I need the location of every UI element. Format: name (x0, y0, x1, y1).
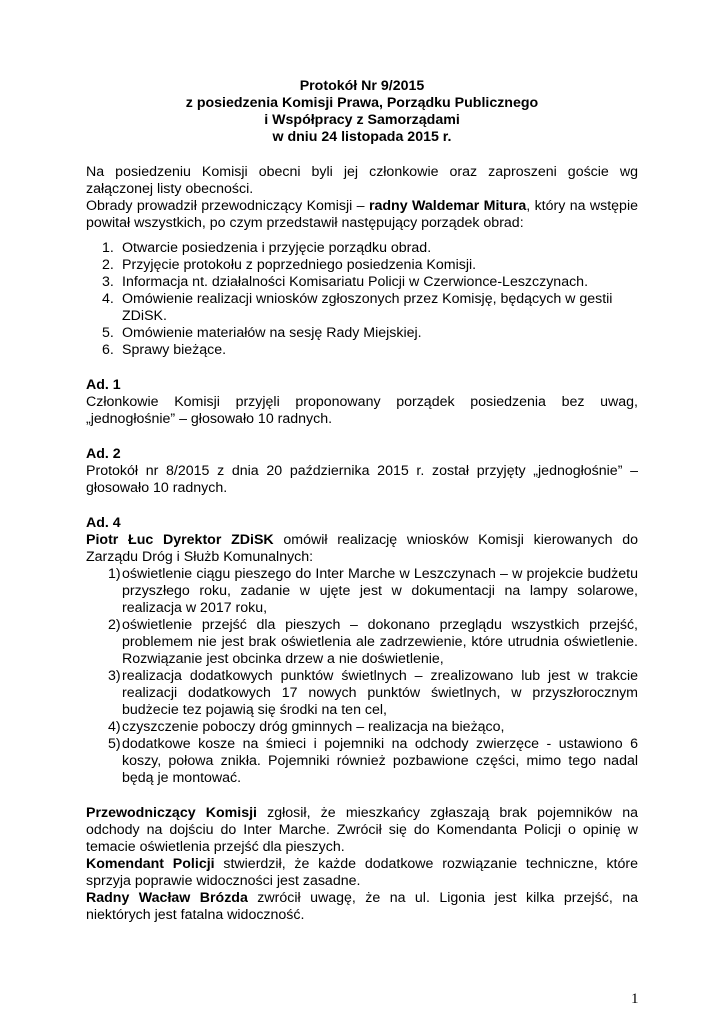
title-line-4: w dniu 24 listopada 2015 r. (272, 129, 452, 145)
ad4-heading: Ad. 4 (86, 515, 121, 531)
page-number: 1 (631, 991, 639, 1007)
ad4-item-text: dodatkowe kosze na śmieci i pojemniki na odchody zwierzęce - ustawiono 6 koszy, połowa znikła. Pojemniki również pozbawione części, mimo tego nadal będą je montować. (122, 736, 638, 786)
ad1-heading: Ad. 1 (86, 377, 121, 393)
agenda-item (86, 257, 638, 274)
agenda-number: 6. (102, 342, 114, 358)
ad4-intro-text: omówił realizację wniosków Komisji kierowanych do Zarządu Dróg i Służb Komunalnych: (86, 532, 638, 565)
ad1-text: Członkowie Komisji przyjęli proponowany porządek posiedzenia bez uwag, „jednogłośnie” – głosowało 10 radnych. (86, 394, 638, 427)
ad4-item-number: 3) (108, 668, 121, 684)
intro-text: Obrady prowadził przewodniczący Komisji – (86, 198, 369, 214)
agenda-text: Otwarcie posiedzenia i przyjęcie porządku obrad. (122, 240, 432, 256)
ad4-item-text: oświetlenie ciągu pieszego do Inter Marche w Leszczynach – w projekcie budżetu przyszłego roku, zadanie w ujęte jest w dokumentacji na lampy solarowe, realizacja w 2017 roku, (122, 566, 638, 616)
discussion-paragraph (86, 805, 638, 856)
agenda-text: Omówienie materiałów na sesję Rady Miejskiej. (122, 325, 422, 341)
speaker-text: zwrócił uwagę, że na ul. Ligonia jest kilka przejść, na niektórych jest fatalna widoczność. (86, 890, 638, 923)
document-page (86, 78, 638, 924)
ad4-item-text: czyszczenie poboczy dróg gminnych – realizacja na bieżąco, (122, 719, 505, 735)
discussion-paragraph (86, 890, 638, 924)
agenda-item (86, 325, 638, 342)
speaker-name: Komendant Policji (86, 856, 215, 872)
chair-name: radny Waldemar Mitura (368, 198, 527, 214)
intro-text-continued: , który na wstępie powitał wszystkich, po czym przedstawił następujący porządek obrad: (86, 198, 638, 231)
title-line-2: z posiedzenia Komisji Prawa, Porządku Publicznego (185, 95, 539, 111)
agenda-text: Sprawy bieżące. (122, 342, 227, 358)
discussion-paragraph (86, 856, 638, 890)
ad4-item-number: 2) (108, 617, 121, 633)
agenda-item (86, 342, 638, 359)
title-line-3: i Współpracy z Samorządami (264, 112, 460, 128)
ad4-item-number: 5) (108, 736, 121, 752)
speaker-text: zgłosił, że mieszkańcy zgłaszają brak pojemników na odchody na dojściu do Inter Marche. Zwrócił się do Komendanta Policji o opinię w temacie oświetlenia przejść dla pieszych. (86, 805, 638, 855)
ad4-item-text: realizacja dodatkowych punktów świetlnych – zrealizowano lub jest w trakcie realizacji dodatkowych 17 nowych punktów świetlnych, w przyszłorocznym budżecie tez pojawią się środki na ten cel, (122, 668, 638, 718)
ad4-item (86, 617, 638, 668)
ad4-intro (86, 532, 638, 566)
agenda-item (86, 274, 638, 291)
agenda-number: 1. (102, 240, 114, 256)
ad2-heading: Ad. 2 (86, 446, 121, 462)
speaker-name: Radny Wacław Brózda (86, 890, 248, 906)
document-title (86, 78, 638, 146)
title-line-1: Protokół Nr 9/2015 (299, 78, 425, 94)
agenda-list (86, 240, 638, 359)
agenda-text: Przyjęcie protokołu z poprzedniego posiedzenia Komisji. (122, 257, 477, 273)
ad4-item (86, 566, 638, 617)
agenda-number: 4. (102, 291, 114, 307)
intro-paragraph-1: Na posiedzeniu Komisji obecni byli jej członkowie oraz zaproszeni goście wg załączonej listy obecności. (86, 164, 638, 197)
agenda-text: Informacja nt. działalności Komisariatu Policji w Czerwionce-Leszczynach. (122, 274, 589, 290)
ad4-item (86, 719, 638, 736)
ad4-item-number: 1) (108, 566, 121, 582)
agenda-number: 2. (102, 257, 114, 273)
ad4-item-text: oświetlenie przejść dla pieszych – dokonano przeglądu wszystkich przejść, problemem nie jest brak oświetlenia ale zadrzewienie, które utrudnia oświetlenie. Rozwiązanie jest obcinka drzew a nie doświetlenie, (122, 617, 638, 667)
ad4-item (86, 736, 638, 787)
speaker-text: stwierdził, że każde dodatkowe rozwiązanie techniczne, które sprzyja poprawie widoczności jest zasadne. (86, 856, 638, 889)
agenda-text: Omówienie realizacji wniosków zgłoszonych przez Komisję, będących w gestii ZDiSK. (122, 291, 613, 324)
ad4-list (86, 566, 638, 787)
speaker-name: Przewodniczący Komisji (86, 805, 257, 821)
ad4-item (86, 668, 638, 719)
agenda-number: 3. (102, 274, 114, 290)
ad4-item-number: 4) (108, 719, 121, 735)
agenda-item (86, 240, 638, 257)
director-name: Piotr Łuc Dyrektor ZDiSK (86, 532, 274, 548)
agenda-item (86, 291, 638, 325)
agenda-number: 5. (102, 325, 114, 341)
intro-paragraph-2 (86, 198, 638, 232)
ad2-text: Protokół nr 8/2015 z dnia 20 października 2015 r. został przyjęty „jednogłośnie” – głosowało 10 radnych. (86, 463, 638, 496)
